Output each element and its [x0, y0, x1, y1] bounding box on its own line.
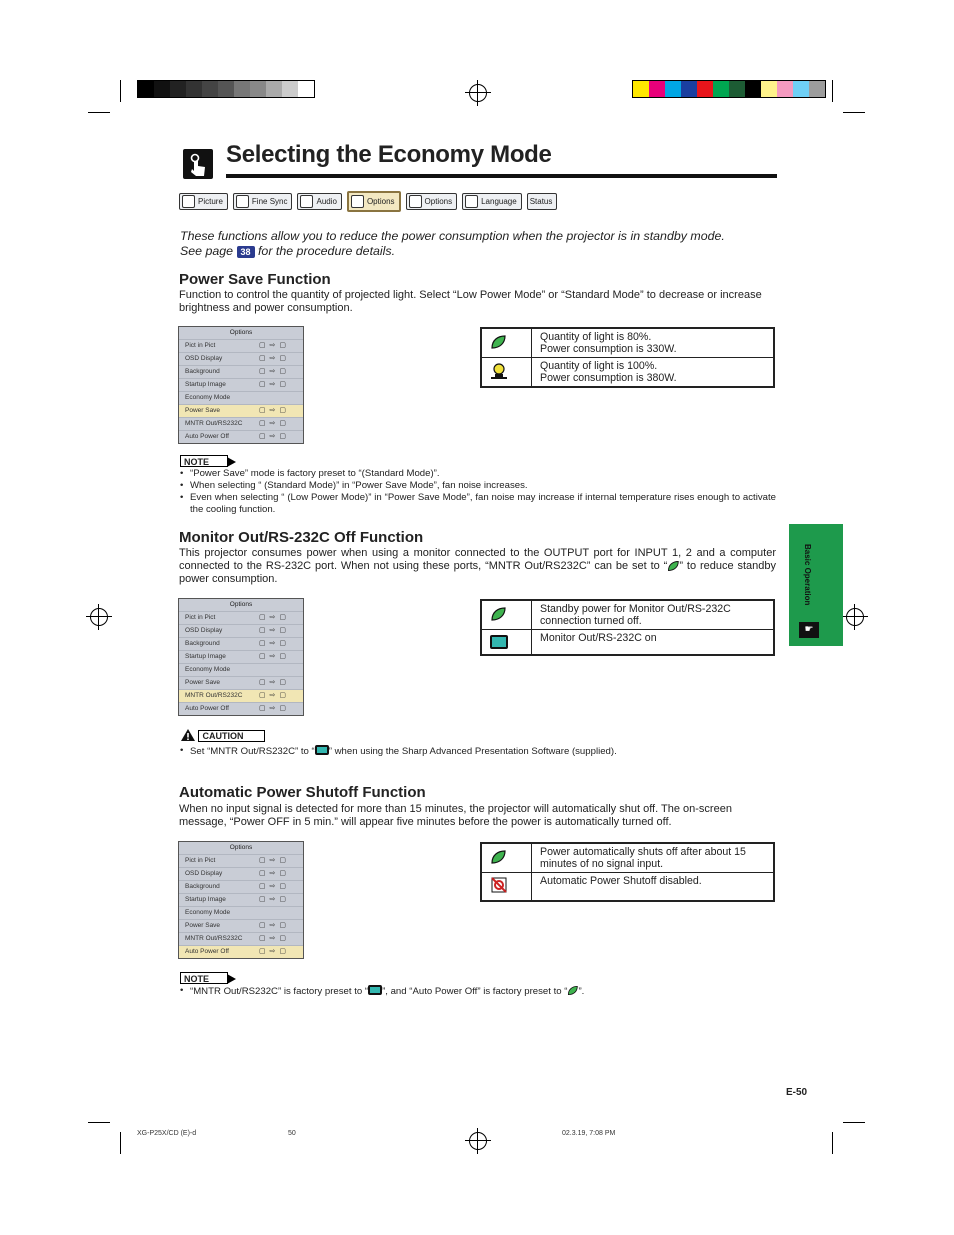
crop-mark: [120, 1132, 121, 1154]
color-swatch: [266, 81, 282, 97]
menu-item-label: Pict in Pict: [185, 857, 216, 864]
pointing-hand-icon: [183, 149, 213, 179]
color-swatch: [633, 81, 649, 97]
registration-mark-icon: [846, 608, 864, 626]
warning-icon: [181, 729, 195, 741]
setting-arrow-icon: ▢ ⇨ ▢: [259, 627, 287, 634]
options-menu-screenshot: [178, 841, 304, 959]
setting-arrow-icon: ▢ ⇨ ▢: [259, 935, 287, 942]
page-title: Selecting the Economy Mode: [226, 141, 552, 168]
color-swatch: [729, 81, 745, 97]
footer-file: XG-P25X/CD (E)-d: [137, 1130, 197, 1137]
see-page-prefix: See page: [180, 244, 234, 258]
list-item: • When selecting “ (Standard Mode)” in “Power Save Mode”, fan noise increases.: [180, 480, 776, 492]
menu-item: [179, 352, 303, 365]
leaf-icon: [481, 843, 532, 873]
setting-arrow-icon: ▢ ⇨ ▢: [259, 679, 287, 686]
color-swatch: [282, 81, 298, 97]
setting-arrow-icon: ▢ ⇨ ▢: [259, 705, 287, 712]
option-description: Quantity of light is 100%. Power consumption is 380W.: [532, 358, 775, 388]
menu-item-label: Auto Power Off: [185, 705, 229, 712]
setting-arrow-icon: ▢ ⇨ ▢: [259, 948, 287, 955]
color-swatch: [713, 81, 729, 97]
color-bar: [632, 80, 826, 98]
menu-item-label: Auto Power Off: [185, 948, 229, 955]
color-swatch: [649, 81, 665, 97]
see-page-suffix: for the procedure details.: [257, 244, 396, 258]
menu-item-label: Economy Mode: [185, 666, 231, 673]
tab-picture[interactable]: [179, 193, 228, 210]
tab-label: Audio: [316, 197, 337, 206]
chapter-label: Basic Operation: [803, 544, 812, 606]
title-rule: [226, 174, 777, 178]
menu-item-label: Pict in Pict: [185, 614, 216, 621]
fine-sync-icon: [236, 195, 249, 208]
tab-label: Options: [366, 197, 395, 206]
menu-item: [179, 919, 303, 932]
setting-arrow-icon: ▢ ⇨ ▢: [259, 857, 287, 864]
menu-item: [179, 663, 303, 676]
chapter-side-tab: [789, 524, 843, 646]
menu-item-label: OSD Display: [185, 627, 223, 634]
menu-item: [179, 906, 303, 919]
caution-list: [180, 745, 776, 758]
caution-label: CAUTION: [181, 729, 271, 742]
pointing-hand-icon: ☛: [799, 622, 819, 638]
menu-item-label: Background: [185, 883, 220, 890]
menu-item: [179, 404, 303, 417]
registration-mark-icon: [469, 84, 487, 102]
table-row: [481, 600, 774, 630]
menu-item: [179, 417, 303, 430]
color-swatch: [218, 81, 234, 97]
menu-item: [179, 893, 303, 906]
crop-mark: [832, 80, 833, 102]
setting-arrow-icon: ▢ ⇨ ▢: [259, 922, 287, 929]
table-row: [481, 358, 774, 388]
monitor-out-options-table: [480, 599, 775, 656]
menu-item: [179, 945, 303, 958]
note-label: NOTE: [180, 455, 228, 467]
monitor-icon: [481, 630, 532, 656]
menu-item: [179, 676, 303, 689]
option-description: Standby power for Monitor Out/RS-232C connection turned off.: [532, 600, 775, 630]
tab-options[interactable]: [406, 193, 458, 210]
menu-item-label: Power Save: [185, 922, 221, 929]
setting-arrow-icon: ▢ ⇨ ▢: [259, 653, 287, 660]
options-menu-screenshot: [178, 326, 304, 444]
menu-item-label: MNTR Out/RS232C: [185, 420, 243, 427]
menu-item-label: Startup Image: [185, 896, 226, 903]
section-heading-monitor-out: Monitor Out/RS-232C Off Function: [179, 529, 424, 546]
monitor-icon: [368, 985, 382, 995]
crop-mark: [88, 1122, 110, 1123]
setting-arrow-icon: ▢ ⇨ ▢: [259, 692, 287, 699]
setting-arrow-icon: ▢ ⇨ ▢: [259, 381, 287, 388]
intro-line: These functions allow you to reduce the power consumption when the projector is in standby mode.: [180, 229, 725, 243]
crop-mark: [843, 112, 865, 113]
list-item: • “Power Save” mode is factory preset to “(Standard Mode)”.: [180, 468, 776, 480]
menu-item: [179, 637, 303, 650]
tab-fine-sync[interactable]: [233, 193, 293, 210]
options-icon: [409, 195, 422, 208]
section-heading-auto-power-off: Automatic Power Shutoff Function: [179, 784, 426, 801]
setting-arrow-icon: ▢ ⇨ ▢: [259, 420, 287, 427]
menu-item-label: Economy Mode: [185, 909, 231, 916]
menu-item: [179, 624, 303, 637]
gray-color-bar: [137, 80, 315, 98]
auto-power-off-description: When no input signal is detected for more than 15 minutes, the projector will automatically shut off. The on-screen message, “Power OFF in 5 min.” will appear five minutes before the power is automatically turned off.: [179, 803, 732, 828]
color-swatch: [761, 81, 777, 97]
menu-item: [179, 867, 303, 880]
color-swatch: [138, 81, 154, 97]
crop-mark: [88, 112, 110, 113]
speaker-icon: [300, 195, 313, 208]
menu-item-label: Startup Image: [185, 653, 226, 660]
auto-power-off-options-table: [480, 842, 775, 902]
option-description: Monitor Out/RS-232C on: [532, 630, 775, 656]
lamp-icon: [481, 358, 532, 388]
tab-label: Fine Sync: [251, 197, 288, 206]
color-swatch: [202, 81, 218, 97]
page-number: E-50: [786, 1087, 808, 1098]
monitor-out-description: This projector consumes power when using a monitor connected to the OUTPUT port for INPUT 1, 2 and a computer connected to the RS-232C port. When not using these ports, “MNTR Out/RS232C” can be set to “ ” to reduce standby power consumption.: [179, 547, 776, 585]
color-swatch: [170, 81, 186, 97]
language-icon: [465, 195, 478, 208]
menu-item: [179, 702, 303, 715]
menu-item-label: Background: [185, 368, 220, 375]
menu-item: [179, 689, 303, 702]
tab-options[interactable]: [347, 191, 401, 212]
table-row: [481, 328, 774, 358]
color-swatch: [809, 81, 825, 97]
setting-arrow-icon: ▢ ⇨ ▢: [259, 614, 287, 621]
setting-arrow-icon: ▢ ⇨ ▢: [259, 407, 287, 414]
menu-item: [179, 378, 303, 391]
setting-arrow-icon: ▢ ⇨ ▢: [259, 883, 287, 890]
monitor-icon: [315, 745, 329, 755]
color-swatch: [697, 81, 713, 97]
list-item: • Set “MNTR Out/RS232C” to “ ” when using the Sharp Advanced Presentation Software (supplied).: [180, 745, 776, 758]
color-swatch: [186, 81, 202, 97]
note-label: NOTE: [180, 972, 228, 984]
intro-text: [180, 229, 780, 259]
options-menu-screenshot: [178, 598, 304, 716]
menu-item-label: MNTR Out/RS232C: [185, 935, 243, 942]
menu-item-label: MNTR Out/RS232C: [185, 692, 243, 699]
leaf-icon: [481, 328, 532, 358]
picture-icon: [182, 195, 195, 208]
table-row: [481, 873, 774, 902]
tab-language[interactable]: [462, 193, 522, 210]
menu-item-label: Economy Mode: [185, 394, 231, 401]
setting-arrow-icon: [259, 907, 303, 919]
table-row: [481, 843, 774, 873]
menu-item: [179, 391, 303, 404]
option-description: Power automatically shuts off after about 15 minutes of no signal input.: [532, 843, 775, 873]
color-swatch: [298, 81, 314, 97]
setting-arrow-icon: ▢ ⇨ ▢: [259, 433, 287, 440]
menu-item: [179, 430, 303, 443]
menu-item: [179, 880, 303, 893]
tab-audio[interactable]: [297, 193, 341, 210]
crop-mark: [120, 80, 121, 102]
table-row: [481, 630, 774, 656]
menu-item-label: OSD Display: [185, 870, 223, 877]
color-swatch: [681, 81, 697, 97]
power-save-notes: [180, 468, 776, 516]
setting-arrow-icon: ▢ ⇨ ▢: [259, 896, 287, 903]
menu-item: [179, 611, 303, 624]
tab-label: Options: [424, 197, 453, 206]
page-reference-badge[interactable]: 38: [237, 246, 255, 258]
setting-arrow-icon: ▢ ⇨ ▢: [259, 640, 287, 647]
leaf-icon: [667, 560, 679, 572]
auto-off-notes: [180, 985, 776, 998]
list-item: • “MNTR Out/RS232C” is factory preset to “ ”, and “Auto Power Off” is factory preset to “ ”.: [180, 985, 776, 998]
setting-arrow-icon: ▢ ⇨ ▢: [259, 355, 287, 362]
color-swatch: [665, 81, 681, 97]
menu-item: [179, 339, 303, 352]
list-item: • Even when selecting “ (Low Power Mode)” in “Power Save Mode”, fan noise may increase if internal temperature rises enough to activate the cooling function.: [180, 492, 776, 516]
color-swatch: [777, 81, 793, 97]
leaf-icon: [481, 600, 532, 630]
color-swatch: [234, 81, 250, 97]
menu-item: [179, 932, 303, 945]
menu-item-label: Power Save: [185, 407, 221, 414]
crop-mark: [843, 1122, 865, 1123]
menu-item: [179, 854, 303, 867]
menu-item-label: Startup Image: [185, 381, 226, 388]
section-heading-power-save: Power Save Function: [179, 271, 331, 288]
option-description: Quantity of light is 80%. Power consumption is 330W.: [532, 328, 775, 358]
registration-mark-icon: [90, 608, 108, 626]
footer-timestamp: 02.3.19, 7:08 PM: [562, 1130, 616, 1137]
tab-status[interactable]: [527, 193, 558, 210]
menu-item-label: Auto Power Off: [185, 433, 229, 440]
tab-label: Language: [481, 197, 517, 206]
crop-mark: [832, 1132, 833, 1154]
color-swatch: [154, 81, 170, 97]
setting-arrow-icon: [259, 392, 303, 404]
color-swatch: [745, 81, 761, 97]
menu-item-label: Background: [185, 640, 220, 647]
power-off-disabled-icon: [481, 873, 532, 902]
menu-item-label: Pict in Pict: [185, 342, 216, 349]
tab-label: Status: [529, 197, 553, 206]
power-save-description: Function to control the quantity of projected light. Select “Low Power Mode” or “Standard Mode” to decrease or increase brightness and power consumption.: [179, 289, 762, 314]
menu-item: [179, 650, 303, 663]
options-icon: [351, 195, 364, 208]
menu-title: Options: [229, 844, 253, 851]
setting-arrow-icon: ▢ ⇨ ▢: [259, 342, 287, 349]
setting-arrow-icon: ▢ ⇨ ▢: [259, 870, 287, 877]
option-description: Automatic Power Shutoff disabled.: [532, 873, 775, 902]
menu-title: Options: [229, 329, 253, 336]
tab-label: Picture: [198, 197, 223, 206]
power-save-options-table: [480, 327, 775, 388]
color-swatch: [793, 81, 809, 97]
leaf-icon: [567, 985, 578, 996]
setting-arrow-icon: ▢ ⇨ ▢: [259, 368, 287, 375]
color-swatch: [250, 81, 266, 97]
menu-title: Options: [229, 601, 253, 608]
menu-item-label: Power Save: [185, 679, 221, 686]
menu-item: [179, 365, 303, 378]
setting-arrow-icon: [259, 664, 303, 676]
registration-mark-icon: [469, 1132, 487, 1150]
menu-tab-bar: [179, 193, 557, 212]
footer-sheet: 50: [288, 1130, 296, 1137]
menu-item-label: OSD Display: [185, 355, 223, 362]
